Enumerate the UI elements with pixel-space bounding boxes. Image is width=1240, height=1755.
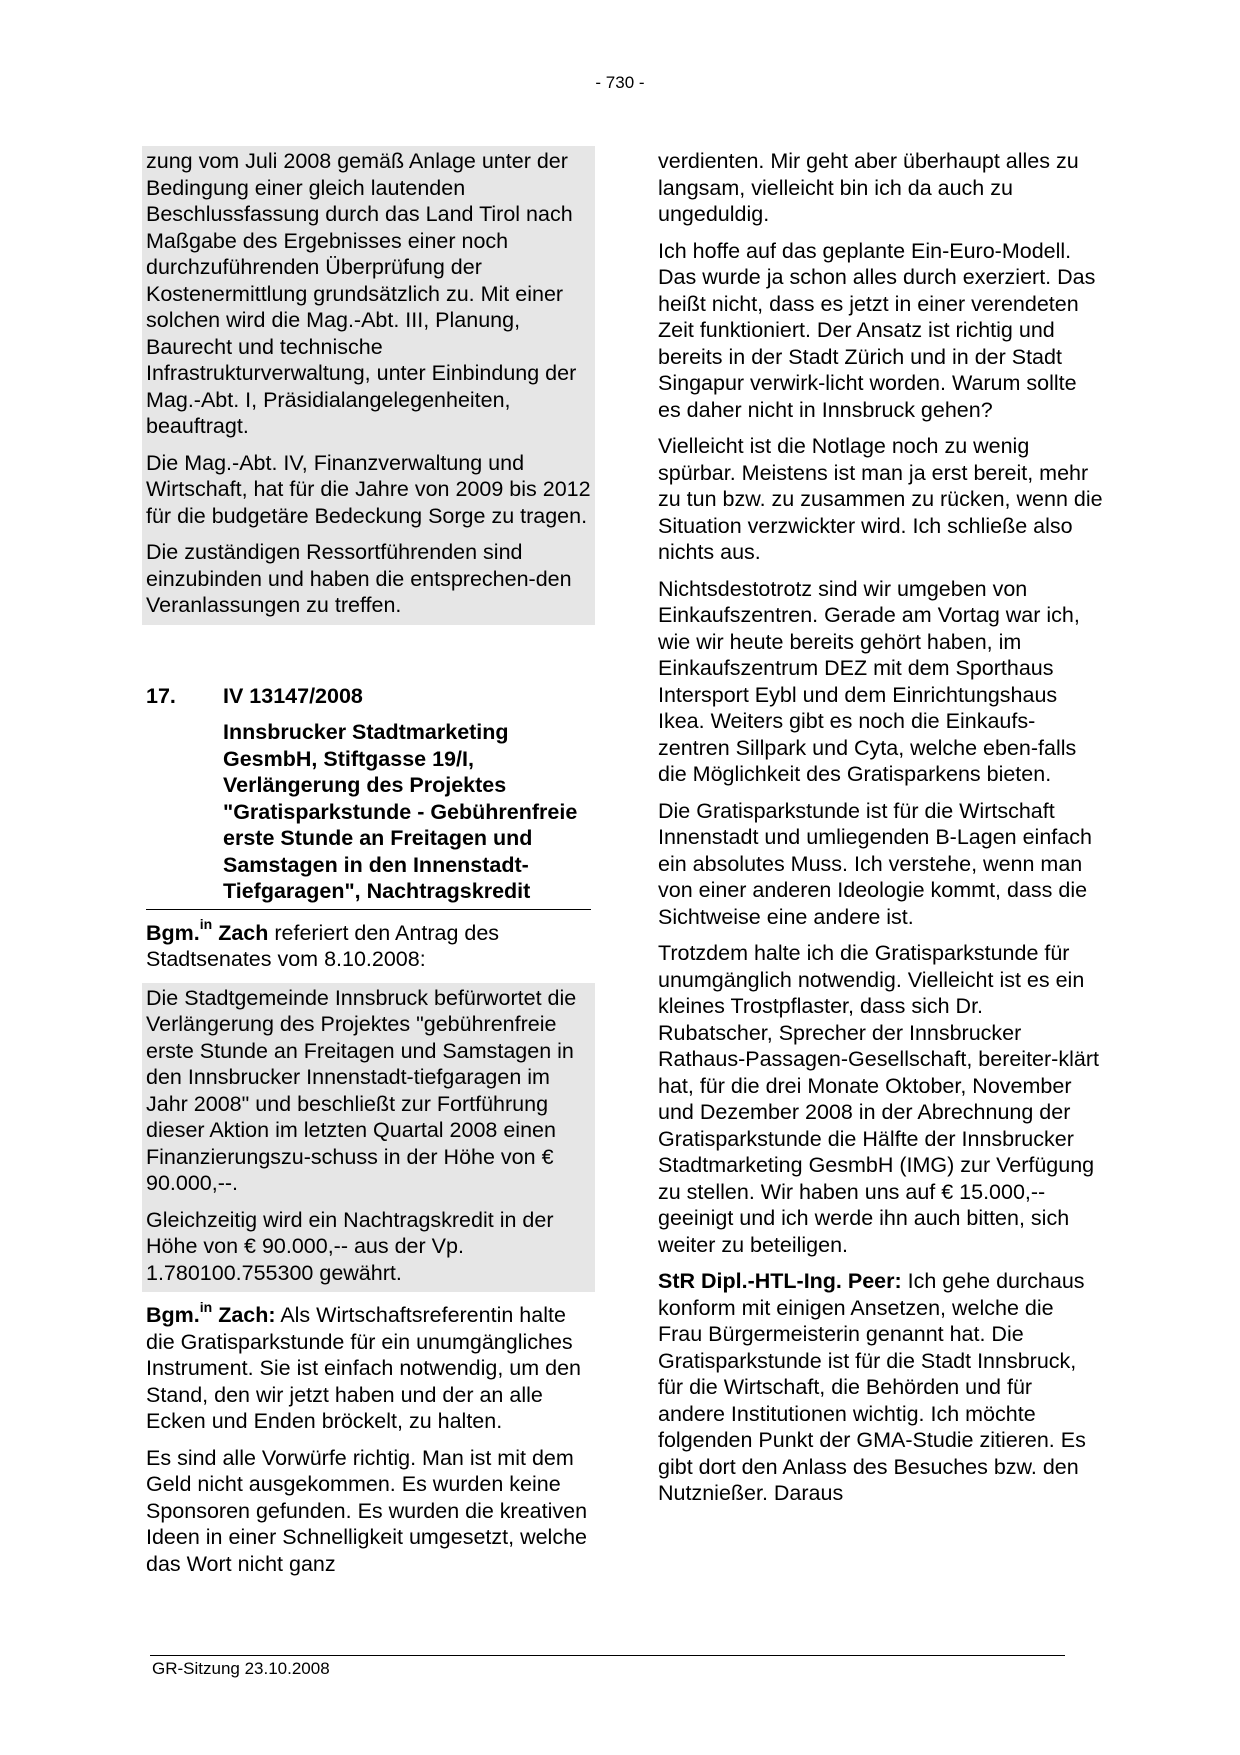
speaker-name: StR Dipl.-HTL-Ing. Peer: [658,1269,902,1293]
paragraph: Die Mag.-Abt. IV, Finanzverwaltung und Wirtschaft, hat für die Jahre von 2009 bis 2012 für die budgetäre Bedeckung Sorge zu tragen. [146,450,591,528]
speech-text: Als Wirtschaftsreferentin halte die Gratisparkstunde für ein unumgängliches Instrument. Sie ist einfach notwendig, um den Stand, den wir jetzt haben und der an alle Ecken und Enden bröckelt, zu halten. [146,1303,582,1433]
agenda-item [146,683,591,910]
paragraph: Vielleicht ist die Notlage noch zu wenig spürbar. Meistens ist man ja erst bereit, mehr zu tun bzw. zu zusammen zu rücken, wenn die Situation verzwickter wird. Ich schließe also nichts aus. [658,434,1103,564]
paragraph: zung vom Juli 2008 gemäß Anlage unter der Bedingung einer gleich lautenden Beschlussfassung durch das Land Tirol nach Maßgabe des Ergebnisses einer noch durchzuführenden Überprüfung der Kostenermittlung grundsätzlich zu. Mit einer solchen wird die Mag.-Abt. III, Planung, Baurecht und technische Infrastrukturverwaltung, unter Einbindung der Mag.-Abt. I, Präsidialangelegenheiten, beauftragt. [146,149,577,438]
paragraph: Gleichzeitig wird ein Nachtragskredit in der Höhe von € 90.000,-- aus der Vp. 1.780100.755300 gewährt. [146,1207,554,1285]
agenda-title: Innsbrucker Stadtmarketing GesmbH, Stiftgasse 19/I, Verlängerung des Projektes "Gratisparkstunde - Gebührenfreie erste Stunde an Freitagen und Samstagen in den Innenstadt-Tiefgaragen", Nachtragskredit [223,720,578,903]
paragraph: Es sind alle Vorwürfe richtig. Man ist mit dem Geld nicht ausgekommen. Es wurden keine Sponsoren gefunden. Es wurden die kreativen Ideen in einer Schnelligkeit umgesetzt, welche das Wort nicht ganz [146,1445,588,1576]
right-column [658,148,1103,1517]
intro-text: referiert den Antrag des Stadtsenates vom 8.10.2008: [146,920,500,971]
paragraph: verdienten. Mir geht aber überhaupt alles zu langsam, vielleicht bin ich da auch zu ungeduldig. [658,149,1079,226]
agenda-number: 17. [146,683,176,708]
shaded-resolution-block-2 [142,983,595,1293]
left-column [146,146,591,1587]
speaker-sup: in [199,916,213,933]
speech-paragraph [146,1298,591,1435]
footer-divider [150,1655,1065,1656]
page-number: - 730 - [595,73,645,92]
intro-paragraph [146,916,591,973]
speaker-sup: in [199,1298,213,1315]
paragraph: Ich hoffe auf das geplante Ein-Euro-Modell. Das wurde ja schon alles durch exerziert. Das heißt nicht, dass es jetzt in einer verendeten Zeit funktioniert. Der Ansatz ist richtig und bereits in der Stadt Zürich und in der Stadt Singapur verwirk-licht worden. Warum sollte es daher nicht in Innsbruck gehen? [658,238,1096,422]
speaker-name: Zach: [218,1303,276,1327]
speech-text: Ich gehe durchaus konform mit einigen Ansetzen, welche die Frau Bürgermeisterin genannt hat. Die Gratisparkstunde ist für die Stadt Innsbruck, für die Wirtschaft, die Behörden und für andere Institutionen wichtig. Ich möchte folgenden Punkt der GMA-Studie zitieren. Es gibt dort den Anlass des Besuches bzw. den Nutznießer. Daraus [658,1269,1086,1505]
shaded-resolution-block-1 [142,146,595,625]
speaker-name: Zach [218,920,269,945]
speaker-title: Bgm. [146,920,200,945]
agenda-reference: IV 13147/2008 [223,683,363,708]
agenda-divider [146,909,591,910]
paragraph: Die Gratisparkstunde ist für die Wirtschaft Innenstadt und umliegenden B-Lagen einfach ein absolutes Muss. Ich verstehe, wenn man von einer anderen Ideologie kommt, dass die Sichtweise eine andere ist. [658,798,1092,929]
footer-session-label: GR-Sitzung 23.10.2008 [152,1659,330,1678]
paragraph: Trotzdem halte ich die Gratisparkstunde für unumgänglich notwendig. Vielleicht ist es ein kleines Trostpflaster, dass sich Dr. Rubatscher, Sprecher der Innsbrucker Rathaus-Passagen-Gesellschaft, bereiter-klärt hat, für die drei Monate Oktober, November und Dezember 2008 in der Abrechnung der Gratisparkstunde die Hälfte der Innsbrucker Stadtmarketing GesmbH (IMG) zur Verfügung zu stellen. Wir haben uns auf € 15.000,-- geeinigt und ich werde ihn auch bitten, sich weiter zu beteiligen. [658,941,1099,1257]
speaker-title: Bgm. [146,1303,200,1327]
paragraph: Nichtsdestotrotz sind wir umgeben von Einkaufszentren. Gerade am Vortag war ich, wie wir heute bereits gehört haben, im Einkaufszentrum DEZ mit dem Sporthaus Intersport Eybl und dem Einrichtungshaus Ikea. Weiters gibt es noch die Einkaufs-zentren Sillpark und Cyta, welche eben-falls die Möglichkeit des Gratisparkens bieten. [658,576,1080,786]
paragraph: Die Stadtgemeinde Innsbruck befürwortet die Verlängerung des Projektes "gebührenfreie erste Stunde an Freitagen und Samstagen in den Innsbrucker Innenstadt-tiefgaragen im Jahr 2008" und beschließt zur Fortführung dieser Aktion im letzten Quartal 2008 einen Finanzierungszu-schuss in der Höhe von € 90.000,--. [146,985,577,1195]
paragraph: Die zuständigen Ressortführenden sind einzubinden und haben die entsprechen-den Veranlassungen zu treffen. [146,540,572,617]
speech-paragraph [658,1268,1103,1507]
